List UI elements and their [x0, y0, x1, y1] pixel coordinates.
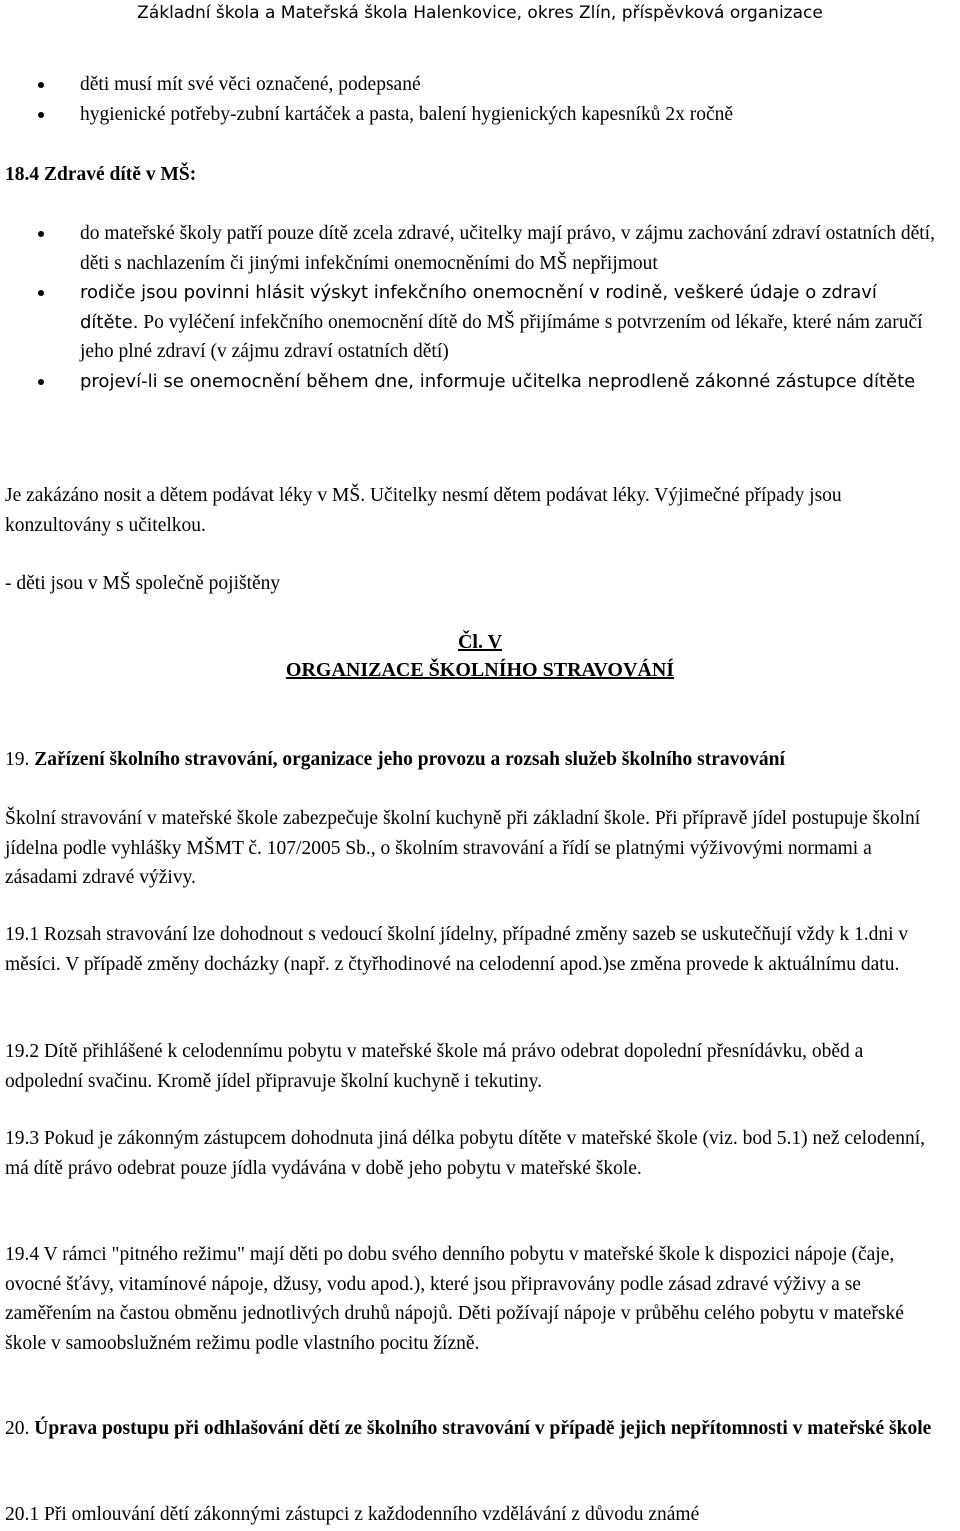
section-19-1: 19.1 Rozsah stravování lze dohodnout s vedoucí školní jídelny, případné změny sazeb se uskutečňují vždy k 1.dni v měsíci. V případě změny docházky (např. z čtyřhodinové na celodenní apod.)se změna provede k aktuálnímu datu.	[5, 924, 909, 975]
insurance-note: - děti jsou v MŠ společně pojištěny	[5, 573, 281, 594]
meds-paragraph: Je zakázáno nosit a dětem podávat léky v MŠ. Učitelky nesmí dětem podávat léky. Výjimečné případy jsou konzultovány s učitelkou.	[5, 485, 842, 536]
section-19-2: 19.2 Dítě přihlášené k celodennímu pobytu v mateřské škole má právo odebrat dopolední přesnídávku, oběd a odpolední svačinu. Kromě jídel připravuje školní kuchyně i tekutiny.	[5, 1041, 864, 1092]
article-number: Čl. V	[457, 631, 503, 653]
list-item: projeví-li se onemocnění během dne, informuje učitelka neprodleně zákonné zástupce dítěte	[0, 367, 940, 397]
section-19-heading: 19. Zařízení školního stravování, organizace jeho provozu a rozsah služeb školního stravování	[5, 749, 785, 770]
section-20-1: 20.1 Při omlouvání dětí zákonnými zástupci z každodenního vzdělávání z důvodu známé	[5, 1504, 700, 1525]
list-item: rodiče jsou povinni hlásit výskyt infekčního onemocnění v rodině, veškeré údaje o zdraví dítěte. Po vyléčení infekčního onemocnění dítě do MŠ přijímáme s potvrzením od lékaře, které nám zaručí jeho plné zdraví (v zájmu zdraví ostatních dětí)	[0, 278, 940, 367]
belongings-list	[0, 70, 940, 129]
section-18-4-heading: 18.4 Zdravé dítě v MŠ:	[5, 164, 197, 185]
list-item: do mateřské školy patří pouze dítě zcela zdravé, učitelky mají právo, v zájmu zachování zdraví ostatních dětí, děti s nachlazením či jinými infekčními onemocněními do MŠ nepřijmout	[0, 219, 940, 278]
section-19-3: 19.3 Pokud je zákonným zástupcem dohodnuta jiná délka pobytu dítěte v mateřské škole (viz. bod 5.1) než celodenní, má dítě právo odebrat pouze jídla vydávána v době jeho pobytu v mateřské škole.	[5, 1128, 926, 1179]
page-header: Základní škola a Mateřská škola Halenkovice, okres Zlín, příspěvková organizace	[137, 3, 823, 23]
health-list	[0, 219, 940, 396]
article-title: ORGANIZACE ŠKOLNÍHO STRAVOVÁNÍ	[285, 659, 675, 681]
section-19-paragraph: Školní stravování v mateřské škole zabezpečuje školní kuchyně při základní škole. Při přípravě jídel postupuje školní jídelna podle vyhlášky MŠMT č. 107/2005 Sb., o školním stravování a řídí se platnými výživovými normami a zásadami zdravé výživy.	[5, 808, 921, 888]
list-item: děti musí mít své věci označené, podepsané	[0, 70, 940, 100]
section-19-4: 19.4 V rámci "pitného režimu" mají děti po dobu svého denního pobytu v mateřské škole k dispozici nápoje (čaje, ovocné šťávy, vitamínové nápoje, džusy, vodu apod.), které jsou připravovány podle zásad zdravé výživy a se zaměřením na častou obměnu jednotlivých druhů nápojů. Děti požívají nápoje v průběhu celého pobytu v mateřské škole v samoobslužném režimu podle vlastního pocitu žízně.	[5, 1244, 904, 1354]
list-item: hygienické potřeby-zubní kartáček a pasta, balení hygienických kapesníků 2x ročně	[0, 100, 940, 130]
section-20-heading: 20. Úprava postupu při odhlašování dětí ze školního stravování v případě jejich nepřítomnosti v mateřské škole	[5, 1418, 932, 1439]
